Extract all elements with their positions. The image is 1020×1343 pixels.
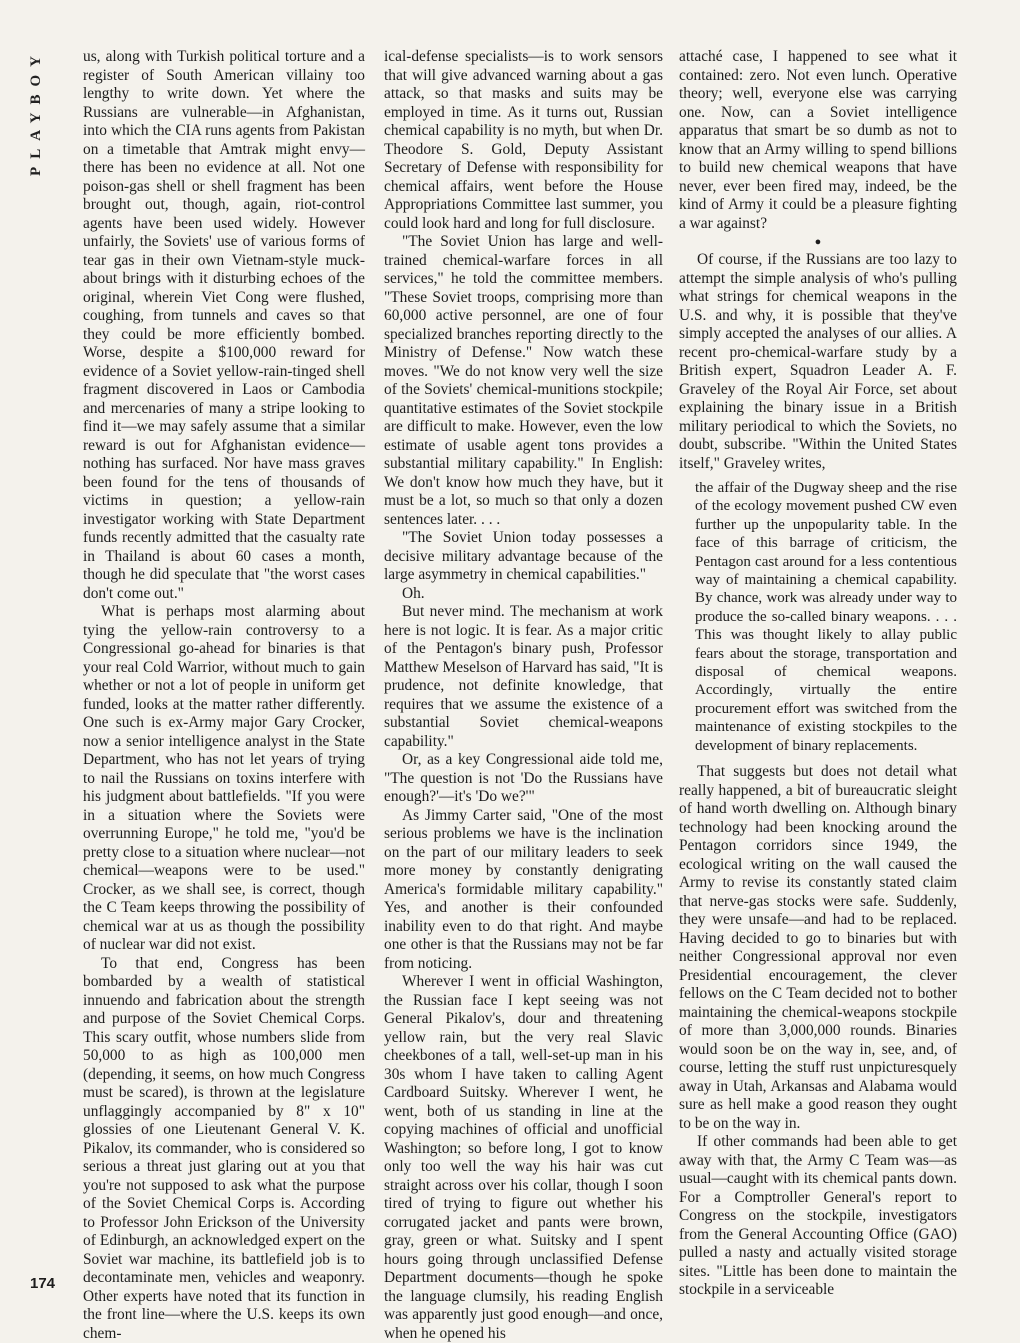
paragraph: ical-defense specialists—is to work sensors that will give advanced warning about a gas attack, so that masks and suits may be employed in time. As it turns out, Russian chemical capability is no myth, but when Dr. Theodore S. Gold, Deputy Assistant Secretary of Defense with responsibility for chemical affairs, went before the House Appropriations Committee last summer, you could look hard and long for full disclosure. [384,48,663,233]
paragraph: Of course, if the Russians are too lazy to attempt the simple analysis of who's pulling what strings for chemical weapons in the U.S. and why, it is possible that they've simply accepted the analyses of our allies. A recent pro-chemical-warfare study by a British expert, Squadron Leader A. F. Graveley of the Royal Air Force, set about explaining the binary issue in a British military periodical to which the Soviets, no doubt, subscribe. "Within the United States itself," Graveley writes, [679,251,957,473]
paragraph: If other commands had been able to get away with that, the Army C Team was—as usual—caught with its chemical pants down. For a Comptroller General's report to Congress on the stockpile, investigators from the General Accounting Office (GAO) pulled a nasty and actually visited storage sites. "Little has been done to maintain the stockpile in a serviceable [679,1133,957,1300]
paragraph: To that end, Congress has been bombarded by a wealth of statistical innuendo and fabrication about the strength and purpose of the Soviet Chemical Corps. This scary outfit, whose numbers slide from 50,000 to as high as 100,000 men (depending, it seems, on how much Congress must be scared), is thrown at the legislature unflaggingly accompanied by 8" x 10" glossies of one Lieutenant General V. K. Pikalov, its commander, who is considered so serious a threat just glaring out at you that you're not supposed to ask what the purpose of the Soviet Chemical Corps is. According to Professor John Erickson of the University of Edinburgh, an acknowledged expert on the Soviet war machine, its battlefield job is to decontaminate men, vehicles and weaponry. Other experts have noted that its function in the front line—where the U.S. keeps its own chem- [83,955,365,1343]
paragraph: us, along with Turkish political torture and a register of South American villainy too lengthy to write down. Yet where the Russians are vulnerable—in Afghanistan, into which the CIA runs agents from Pakistan on a timetable that Amtrak might envy—there has been no evidence at all. Not one poison-gas shell or shell fragment has been brought out, though, again, riot-control agents have been used widely. However unfairly, the Soviets' use of various forms of tear gas in their own Vietnam-style muck-about brings with it disturbing echoes of the original, wherein Viet Cong were flushed, coughing, from tunnels and caves so that they could be more efficiently bombed. Worse, despite a $100,000 reward for evidence of a Soviet yellow-rain-tinged shell fragment discovered in Laos or Cambodia and mercenaries of many a stripe looking to find it—we may safely assume that a similar reward is out for Afghanistan evidence—nothing has surfaced. Nor have mass graves been found for the tens of thousands of victims in question; a yellow-rain investigator working with State Department funds recently admitted that the casualty rate in Thailand is about 60 cases a month, though he did speculate that "the worst cases don't come out." [83,48,365,603]
magazine-brand-vertical: PLAYBOY [28,48,44,176]
block-quote [695,479,957,755]
paragraph: That suggests but does not detail what really happened, a bit of bureaucratic sleight of hand worth dwelling on. Although binary technology had been knocking around the Pentagon corridors since 1949, the ecological writing on the wall caused the Army to revise its constantly stated claim that nerve-gas stocks were safe. Suddenly, they were unsafe—and had to be replaced. Having decided to go to binaries but with neither Congressional approval nor even Presidential encouragement, the clever fellows on the C Team decided not to bother maintaining the chemical-weapons stockpile of more than 3,000,000 rounds. Binaries would soon be on the way in, see, and, of course, letting the stuff rust unpicturesquely away in Utah, Arkansas and Alabama would sure as hell make a good reason they ought to be on the way in. [679,763,957,1133]
paragraph: "The Soviet Union today possesses a decisive military advantage because of the large asymmetry in chemical capabilities." [384,529,663,585]
paragraph: "The Soviet Union has large and well-trained chemical-warfare forces in all services," he told the committee members. "These Soviet troops, comprising more than 60,000 active personnel, are one of four specialized branches reporting directly to the Ministry of Defense." Now watch these moves. "We do not know very well the size of the Soviets' chemical-munitions stockpile; quantitative estimates of the Soviet stockpile are difficult to make. However, even the low estimate of usable agent tons provides a substantial military capability." In English: We don't know how much they have, but it must be a lot, so much so that only a dozen sentences later. . . . [384,233,663,529]
paragraph: Wherever I went in official Washington, the Russian face I kept seeing was not General Pikalov's, dour and threatening yellow rain, but the very real Slavic cheekbones of a tall, well-set-up man in his 30s whom I have taken to calling Agent Cardboard Suitsky. Wherever I went, he went, both of us standing in line at the copying machines of official and unofficial Washington; so before long, I got to know only too well the way his hair was cut straight across over his collar, though I soon tired of trying to figure out whether his corrugated jacket and pants were brown, gray, green or what. Suitsky and I spent hours going through unclassified Defense Department documents—though he spoke the language clumsily, his reading English was apparently just good enough—and once, when he opened his [384,973,663,1343]
section-break-bullet: ● [679,233,957,251]
paragraph: Or, as a key Congressional aide told me, "The question is not 'Do the Russians have enough?'—it's 'Do we?'" [384,751,663,807]
paragraph: attaché case, I happened to see what it contained: zero. Not even lunch. Operative theory; well, everyone else was carrying one. Now, can a Soviet intelligence apparatus that smart be so dumb as not to know that an Army willing to spend billions to build new chemical weapons that have never, ever been fired may, indeed, be the kind of Army it could be a pleasure fighting a war against? [679,48,957,233]
paragraph: Oh. [384,585,663,604]
text-column-3 [679,48,957,1293]
text-column-2 [384,48,663,1293]
paragraph: As Jimmy Carter said, "One of the most serious problems we have is the inclination on the part of our military leaders to seek more money by constantly denigrating America's formidable military capability." Yes, and another is their confounded inability even to do that right. And maybe one other is that the Russians may not be far from noticing. [384,807,663,974]
page-number: 174 [30,1275,55,1292]
paragraph: But never mind. The mechanism at work here is not logic. It is fear. As a major critic of the Pentagon's binary push, Professor Matthew Meselson of Harvard has said, "It is prudence, not definite knowledge, that requires that we assume the existence of a substantial Soviet chemical-weapons capability." [384,603,663,751]
paragraph: What is perhaps most alarming about tying the yellow-rain controversy to a Congressional go-ahead for binaries is that your real Cold Warrior, without much to gain whether or not a lot of people in uniform get funded, looks at the matter rather differently. One such is ex-Army major Gary Crocker, now a senior intelligence analyst in the State Department, who has not let years of trying to nail the Russians on toxins interfere with his judgment about battlefields. "If you were in a situation where the Soviets were overrunning Europe," he told me, "you'd be pretty close to a situation where nuclear—not chemical—weapons were to be used." Crocker, as we shall see, is correct, though the C Team keeps throwing the possibility of chemical war at us as though the possibility of nuclear war did not exist. [83,603,365,955]
text-column-1 [83,48,365,1293]
block-quote-text: the affair of the Dugway sheep and the rise of the ecology movement pushed CW even further up the unpopularity table. In the face of this barrage of criticism, the Pentagon cast around for a less contentious way of maintaining a chemical capability. By chance, work was already under way to produce the so-called binary weapons. . . . This was thought likely to allay public fears about the storage, transportation and disposal of chemical weapons. Accordingly, virtually the entire procurement effort was switched from the maintenance of existing stockpiles to the development of binary replacements. [695,479,957,755]
